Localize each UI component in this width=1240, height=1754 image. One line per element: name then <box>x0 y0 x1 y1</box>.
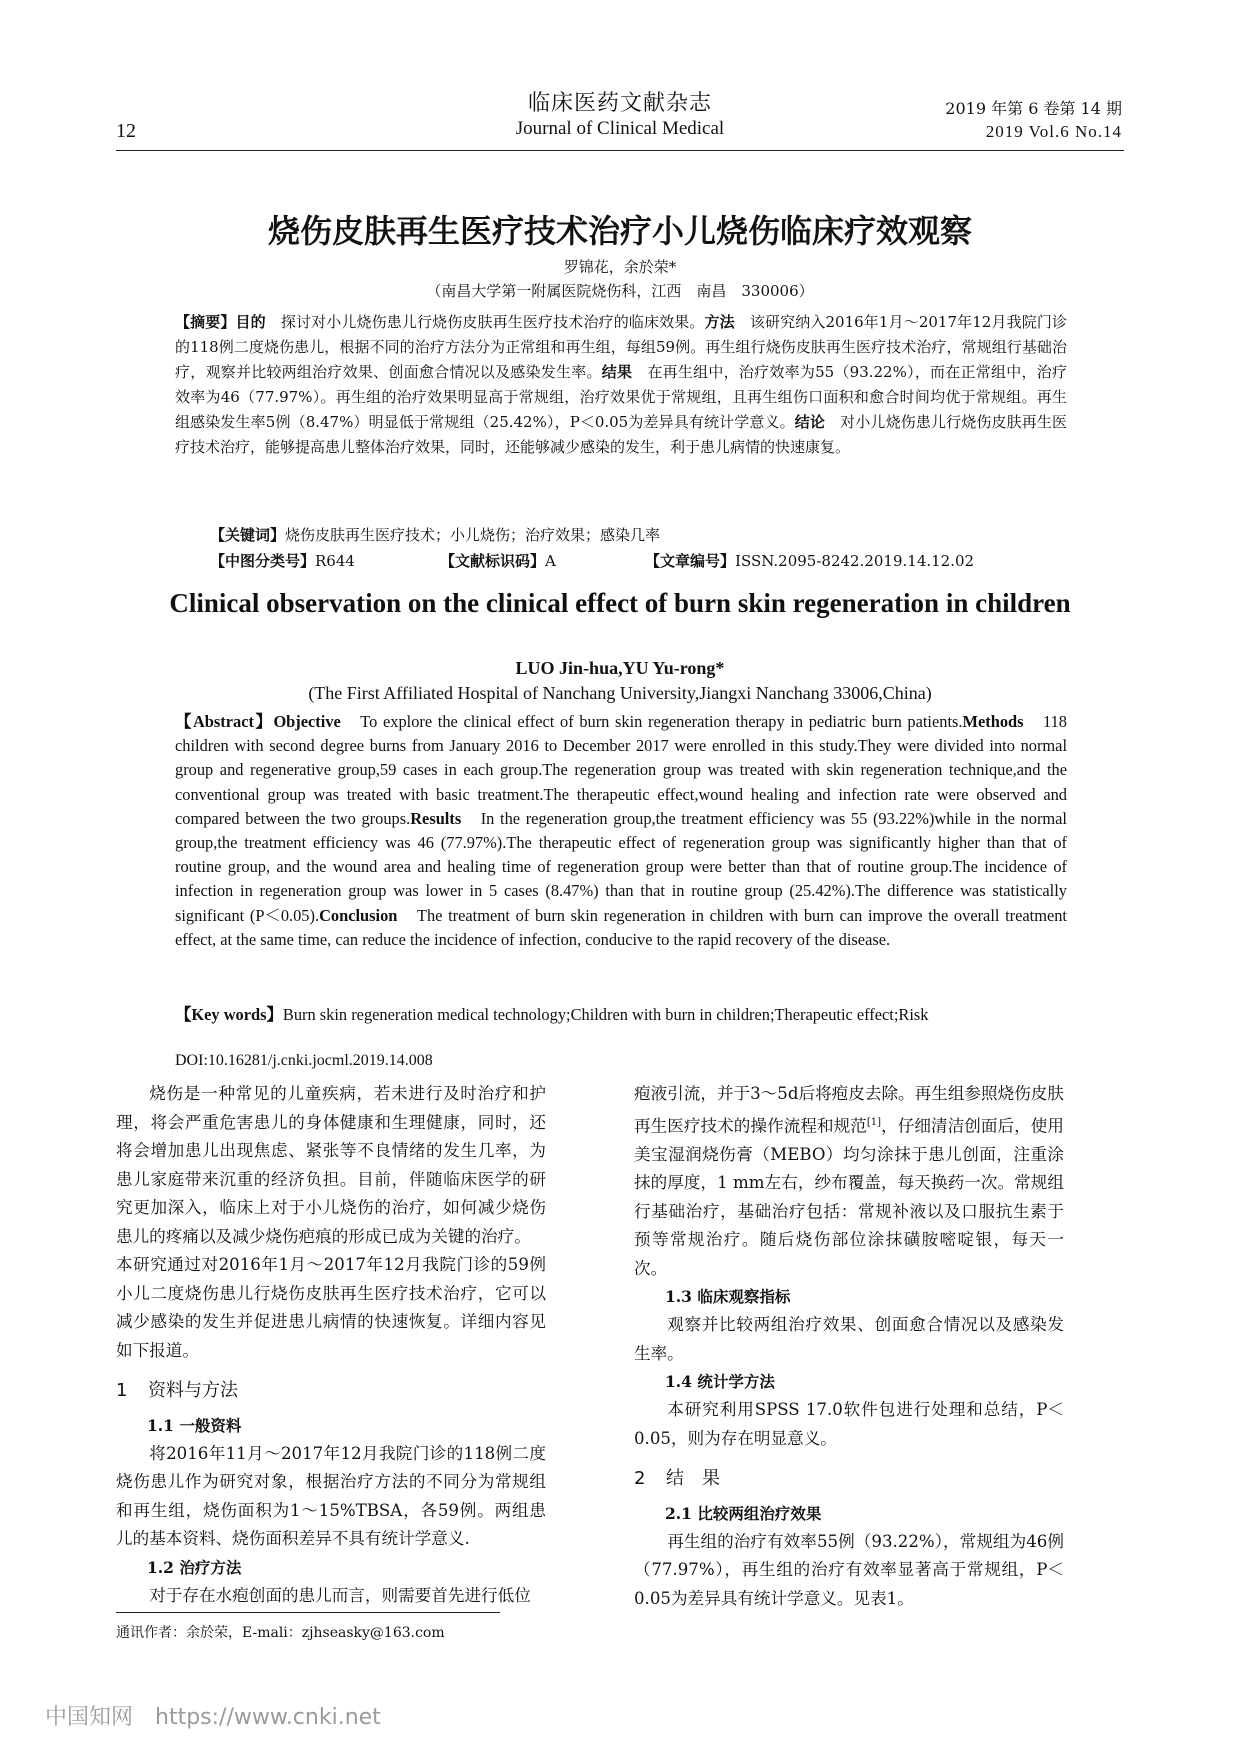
methods-label-en: Methods <box>962 712 1024 731</box>
section-2-title: 结 果 <box>666 1468 720 1490</box>
issue-info-en: 2019 Vol.6 No.14 <box>985 122 1122 141</box>
section-1-title: 资料与方法 <box>148 1380 238 1401</box>
intro-paragraph-2: 本研究通过对2016年1月～2017年12月我院门诊的59例小儿二度烧伤患儿行烧伤皮肤再生医疗技术治疗，它可以减少感染的发生并促进患儿病情的快速恢复。详细内容见如下报道。 <box>116 1255 546 1360</box>
document-code <box>440 550 556 571</box>
methods-label-cn: 方法 <box>704 313 735 331</box>
results-label-cn: 结果 <box>601 363 633 381</box>
objective-label-en: Objective <box>273 712 341 731</box>
article-number-value: ISSN.2095-8242.2019.14.12.02 <box>735 552 975 570</box>
abstract-en <box>175 710 1067 952</box>
footnote-rule <box>116 1612 500 1613</box>
subsection-1-1-text: 将2016年11月～2017年12月我院门诊的118例二度烧伤患儿作为研究对象，根据治疗方法的不同分为常规组和再生组，烧伤面积为1～15%TBSA，各59例。两组患儿的基本资料、烧伤面积差异不具有统计学意义. <box>116 1443 546 1548</box>
section-2-heading <box>634 1465 1064 1494</box>
conclusion-text-cn: 对小儿烧伤患儿行烧伤皮肤再生医疗技术治疗，能够提高患儿整体治疗效果，同时，还能够减少感染的发生，利于患儿病情的快速康复。 <box>175 413 1067 456</box>
abstract-label-cn: 【摘要】 <box>175 313 236 331</box>
objective-text-en: To explore the clinical effect of burn skin regeneration therapy in pediatric burn patients. <box>340 712 963 731</box>
classification-code-value: R644 <box>315 552 355 570</box>
body-right-column <box>634 1080 1064 1613</box>
body-left-column <box>116 1080 546 1610</box>
authors-cn: 罗锦花，余於荣* <box>563 258 677 276</box>
conclusion-text-en: The treatment of burn skin regeneration in children with burn can improve the overall treatment effect, at the same time, can reduce the incidence of infection, conducive to the rapid recovery of the disease. <box>175 905 1067 949</box>
subsection-2-1-heading: 2.1 比较两组治疗效果 <box>665 1503 822 1523</box>
journal-name-cn: 临床医药文献杂志 <box>527 91 712 116</box>
subsection-1-3-text: 观察并比较两组治疗效果、创面愈合情况以及感染发生率。 <box>634 1315 1064 1363</box>
keywords-text-en: Burn skin regeneration medical technology;Children with burn in children;Therapeutic effect;Risk <box>282 1005 929 1024</box>
section-1-heading <box>116 1377 546 1406</box>
abstract-cn <box>175 310 1067 460</box>
subsection-2-1-text: 再生组的治疗有效率55例（93.22%），常规组为46例（77.97%），再生组的治疗有效率显著高于常规组，P＜0.05为差异具有统计学意义。见表1。 <box>634 1531 1064 1608</box>
article-title-cn: 烧伤皮肤再生医疗技术治疗小儿烧伤临床疗效观察 <box>267 212 972 250</box>
objective-label-cn: 目的 <box>235 313 266 331</box>
keywords-text-cn: 烧伤皮肤再生医疗技术；小儿烧伤；治疗效果；感染几率 <box>285 526 661 544</box>
corresponding-author-footnote: 通讯作者：余於荣，E-mali：zjhseasky@163.com <box>116 1625 445 1641</box>
results-label-en: Results <box>410 808 462 828</box>
methods-text-cn: 该研究纳入2016年1月～2017年12月我院门诊的118例二度烧伤患儿，根据不同的治疗方法分为正常组和再生组，每组59例。再生组行烧伤皮肤再生医疗技术治疗，常规组行基础治疗，观察并比较两组治疗效果、创面愈合情况以及感染发生率。 <box>175 313 1067 381</box>
subsection-1-2-heading: 1.2 治疗方法 <box>147 1557 242 1577</box>
section-1-number: 1 <box>116 1380 128 1401</box>
article-title-en: Clinical observation on the clinical effect of burn skin regeneration in children <box>169 588 1071 618</box>
subsection-1-2-continued <box>634 1080 1064 1283</box>
objective-text-cn: 探讨对小儿烧伤患儿行烧伤皮肤再生医疗技术治疗的临床效果。 <box>265 313 705 331</box>
abstract-label-en: 【Abstract】 <box>175 712 274 731</box>
source-watermark: 中国知网 https://www.cnki.net <box>45 1705 381 1730</box>
affiliation-en: (The First Affiliated Hospital of Nanchang University,Jiangxi Nanchang 33006,China) <box>308 683 932 703</box>
conclusion-label-en: Conclusion <box>319 905 398 925</box>
intro-paragraph: 烧伤是一种常见的儿童疾病，若未进行及时治疗和护理，将会严重危害患儿的身体健康和生理健康，同时，还将会增加患儿出现焦虑、紧张等不良情绪的发生几率，为患儿家庭带来沉重的经济负担。目前，伴随临床医学的研究更加深入，临床上对于小儿烧伤的治疗，如何减少烧伤患儿的疼痛以及减少烧伤疤痕的形成已成为关键的治疗。 <box>116 1084 546 1246</box>
keywords-en <box>175 1003 1067 1027</box>
keywords-label-en: 【Key words】 <box>175 1005 283 1024</box>
section-2-number: 2 <box>634 1468 646 1490</box>
classification-code <box>210 550 355 571</box>
results-text-en: In the regeneration group,the treatment efficiency was 55 (93.22%)while in the normal group,the treatment efficiency was 46 (77.97%).The therapeutic effect of regeneration group was significantly higher than that of routine group, and the wound area and healing time of regeneration group were better than that of routine group.The incidence of infection in regeneration group was lower in 5 cases (8.47%) than that in routine group (25.42%).The difference was statistically significant (P＜0.05). <box>175 808 1067 925</box>
paragraph-part: 疱液引流，并于3～5d后将疱皮去除。再生组参照烧伤皮肤再生医疗技术的操作流程和规范 <box>634 1084 1064 1136</box>
affiliation-cn: （南昌大学第一附属医院烧伤科，江西 南昌 330006） <box>426 282 814 300</box>
article-number <box>645 550 974 571</box>
journal-name-en: Journal of Clinical Medical <box>515 118 725 139</box>
citation-ref: [1] <box>866 1116 882 1128</box>
conclusion-label-cn: 结论 <box>794 413 826 431</box>
paragraph-part: ，仔细清洁创面后，使用美宝湿润烧伤膏（MEBO）均匀涂抹于患儿创面，注重涂抹的厚度，1 mm左右，纱布覆盖，每天换药一次。常规组行基础治疗，基础治疗包括：常规补液以及口服抗生素于预等常规治疗。随后烧伤部位涂抹磺胺嘧啶银，每天一次。 <box>634 1116 1065 1278</box>
page-number: 12 <box>116 120 136 142</box>
article-number-label: 【文章编号】 <box>645 552 736 570</box>
subsection-1-4-text: 本研究利用SPSS 17.0软件包进行处理和总结，P＜0.05，则为存在明显意义。 <box>634 1400 1064 1448</box>
doi: DOI:10.16281/j.cnki.jocml.2019.14.008 <box>175 1052 433 1069</box>
keywords-label-cn: 【关键词】 <box>210 526 286 544</box>
document-code-label: 【文献标识码】 <box>440 552 546 570</box>
classification-code-label: 【中图分类号】 <box>210 552 316 570</box>
subsection-1-4-heading: 1.4 统计学方法 <box>665 1372 775 1392</box>
results-text-cn: 在再生组中，治疗效率为55（93.22%），而在正常组中，治疗效率为46（77.97%）。再生组的治疗效果明显高于常规组，治疗效果优于常规组，且再生组伤口面积和愈合时间均优于常规组。再生组感染发生率5例（8.47%）明显低于常规组（25.42%），P＜0.05为差异具有统计学意义。 <box>175 363 1067 431</box>
issue-info-cn: 2019 年第 6 卷第 14 期 <box>945 99 1122 118</box>
methods-text-en: 118 children with second degree burns from January 2016 to December 2017 were enrolled in this study.They were divided into normal group and regenerative group,59 cases in each group.The regeneration group was treated with skin regeneration technique,and the conventional group was treated with basic treatment.The therapeutic effect,wound healing and infection rate were observed and compared between the two groups. <box>175 712 1067 828</box>
subsection-1-3-heading: 1.3 临床观察指标 <box>665 1287 791 1307</box>
subsection-1-1-heading: 1.1 一般资料 <box>147 1415 242 1435</box>
document-code-value: A <box>545 552 556 570</box>
subsection-1-2-text: 对于存在水疱创面的患儿而言，则需要首先进行低位 <box>149 1585 531 1605</box>
keywords-cn <box>210 524 660 545</box>
header-rule <box>116 150 1124 151</box>
authors-en: LUO Jin-hua,YU Yu-rong* <box>515 658 725 678</box>
